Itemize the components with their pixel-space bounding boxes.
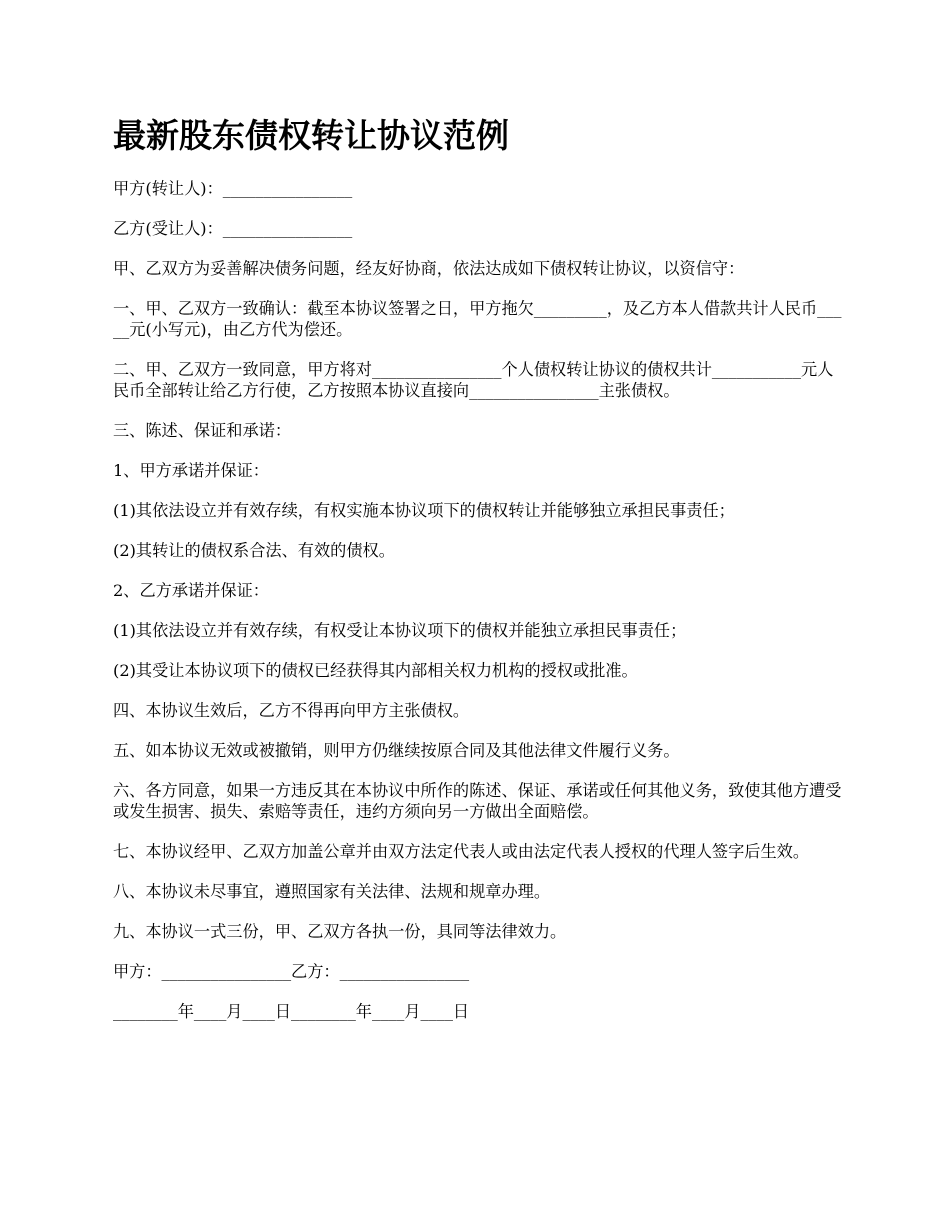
clause-3-1-item-2: (2)其转让的债权系合法、有效的债权。 bbox=[113, 541, 395, 560]
party-b-line: 乙方(受让人)：________________ bbox=[113, 219, 353, 238]
document-title: 最新股东债权转让协议范例 bbox=[113, 116, 509, 155]
date-line: ________年____月____日________年____月____日 bbox=[113, 1002, 470, 1021]
clause-3-2-item-2: (2)其受让本协议项下的债权已经获得其内部相关权力机构的授权或批准。 bbox=[113, 661, 638, 680]
clause-3-1-heading: 1、甲方承诺并保证： bbox=[113, 461, 269, 480]
clause-4: 四、本协议生效后，乙方不得再向甲方主张债权。 bbox=[113, 701, 470, 720]
clause-7: 七、本协议经甲、乙双方加盖公章并由双方法定代表人或由法定代表人授权的代理人签字后生效。 bbox=[113, 842, 810, 861]
clause-9: 九、本协议一式三份，甲、乙双方各执一份，具同等法律效力。 bbox=[113, 922, 567, 941]
clause-6: 六、各方同意，如果一方违反其在本协议中所作的陈述、保证、承诺或任何其他义务，致使其他方遭受或发生损害、损失、索赔等责任，违约方须向另一方做出全面赔偿。 bbox=[113, 781, 842, 821]
document-page bbox=[113, 112, 843, 1041]
clause-2: 二、甲、乙双方一致同意，甲方将对________________个人债权转让协议的债权共计___________元人民币全部转让给乙方行使，乙方按照本协议直接向________________主张债权。 bbox=[113, 360, 834, 400]
clause-3-heading: 三、陈述、保证和承诺： bbox=[113, 421, 292, 440]
clause-3-2-heading: 2、乙方承诺并保证： bbox=[113, 581, 269, 600]
clause-8: 八、本协议未尽事宜，遵照国家有关法律、法规和规章办理。 bbox=[113, 882, 551, 901]
signature-line: 甲方：________________乙方：________________ bbox=[113, 962, 470, 981]
clause-5: 五、如本协议无效或被撤销，则甲方仍继续按原合同及其他法律文件履行义务。 bbox=[113, 741, 680, 760]
clause-1: 一、甲、乙双方一致确认：截至本协议签署之日，甲方拖欠_________，及乙方本人借款共计人民币_____元(小写元)，由乙方代为偿还。 bbox=[113, 299, 842, 339]
clause-3-2-item-1: (1)其依法设立并有效存续，有权受让本协议项下的债权并能独立承担民事责任； bbox=[113, 621, 687, 640]
party-a-line: 甲方(转让人)：________________ bbox=[113, 179, 353, 198]
clause-3-1-item-1: (1)其依法设立并有效存续，有权实施本协议项下的债权转让并能够独立承担民事责任； bbox=[113, 501, 735, 520]
preamble-paragraph: 甲、乙双方为妥善解决债务问题，经友好协商，依法达成如下债权转让协议，以资信守： bbox=[113, 259, 745, 278]
